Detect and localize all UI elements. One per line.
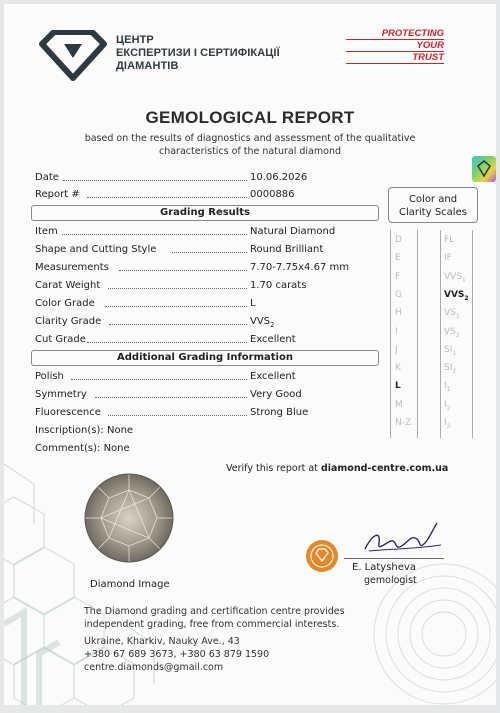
color-scale-grade: J	[395, 344, 398, 355]
comments-value: None	[103, 443, 130, 454]
carat-row: Carat Weight 1.70 carats	[35, 280, 307, 291]
carat-value: 1.70 carats	[250, 280, 307, 291]
report-number-value: 0000886	[250, 189, 295, 200]
shape-value: Round Brilliant	[250, 244, 324, 255]
polish-row: Polish Excellent	[35, 371, 296, 382]
verify-note: Verify this report at diamond-centre.com.ua	[226, 463, 449, 474]
signatory-name: E. Latysheva	[352, 562, 416, 573]
symmetry-row: Symmetry Very Good	[35, 389, 302, 400]
shape-row: Shape and Cutting Style Round Brilliant	[35, 244, 324, 255]
footer-statement: The Diamond grading and certification centre provides independent grading, free from commercial interests.	[84, 606, 345, 630]
item-row: Item Natural Diamond	[35, 226, 336, 237]
measurements-row: Measurements 7.70-7.75x4.67 mm	[35, 262, 349, 273]
color-grade-row: Color Grade L	[35, 298, 256, 309]
inscriptions-row: Inscription(s): None	[35, 425, 134, 436]
clarity-scale-grade: $VS_2$	[444, 326, 460, 339]
fluorescence-row: Fluorescence Strong Blue	[35, 407, 309, 418]
clarity-scale-grade: $SI_1$	[444, 344, 457, 357]
phones: +380 67 689 3673, +380 63 879 1590	[84, 649, 270, 660]
slogan: PROTECTING YOUR TRUST	[346, 28, 444, 64]
clarity-grade-row: Clarity Grade $VVS_2$	[35, 315, 365, 329]
cut-grade-row: Cut Grade Excellent	[35, 334, 296, 345]
color-scale-grade: M	[395, 399, 403, 410]
clarity-scale-grade: $I_1$	[444, 381, 451, 394]
scales-header: Color and Clarity Scales	[388, 187, 478, 223]
signatory-role: gemologist	[364, 575, 417, 586]
color-scale-grade: I	[395, 326, 398, 337]
organization-name: ЦЕНТР ЕКСПЕРТИЗИ І СЕРТИФІКАЦІЇ ДІАМАНТІВ	[116, 34, 280, 72]
color-grade-value: L	[250, 298, 256, 309]
cut-grade-value: Excellent	[250, 334, 296, 345]
clarity-scale-grade: $I_2$	[444, 399, 451, 412]
email: centre.diamonds@gmail.com	[84, 662, 224, 673]
additional-info-header: Additional Grading Information	[31, 350, 379, 366]
hologram-sticker-icon	[472, 156, 496, 182]
comments-row: Comment(s): None	[35, 443, 130, 454]
diamond-image	[83, 472, 175, 564]
footer-contacts	[84, 635, 269, 674]
report-title: GEMOLOGICAL REPORT	[145, 108, 355, 127]
address: Ukraine, Kharkiv, Nauky Ave., 43	[84, 636, 240, 647]
inscriptions-value: None	[106, 425, 134, 436]
item-value: Natural Diamond	[250, 226, 336, 237]
fluorescence-value: Strong Blue	[250, 407, 309, 418]
clarity-scale-grade: $VVS_2$	[444, 289, 469, 302]
clarity-scale-grade: IF	[444, 253, 452, 264]
grading-results-header: Grading Results	[31, 205, 379, 221]
report-subtitle: based on the results of diagnostics and assessment of the qualitative characteristics of the natural diamond	[84, 133, 416, 157]
clarity-scale-grade: $VVS_1$	[444, 271, 466, 284]
verify-url: diamond-centre.com.ua	[320, 463, 449, 474]
clarity-scale-grade: $SI_2$	[444, 363, 457, 375]
clarity-grade-value: $VVS_2$	[250, 316, 275, 329]
color-scale-grade: D	[395, 235, 402, 245]
signature-icon	[359, 519, 444, 559]
report-number-row: Report # 0000886	[35, 189, 295, 200]
clarity-scale-grade: $VS_1$	[444, 308, 460, 320]
diamond-image-label: Diamond Image	[90, 579, 170, 590]
date-row: Date 10.06.2026	[35, 172, 308, 183]
measurements-value: 7.70-7.75x4.67 mm	[250, 262, 349, 273]
gold-seal-icon	[305, 539, 339, 573]
date-value: 10.06.2026	[250, 172, 308, 183]
clarity-scale-grade: FL	[444, 235, 455, 245]
color-scale-grade: G	[395, 289, 402, 300]
color-scale-grade: N-Z	[395, 418, 412, 428]
certificate-page	[4, 4, 496, 705]
color-scale-grade: K	[395, 363, 401, 374]
clarity-scale-grade: $I_3$	[444, 418, 451, 430]
color-scale-grade: H	[395, 308, 402, 319]
color-scale-grade: L	[395, 381, 401, 392]
diamond-logo-icon	[34, 30, 110, 82]
polish-value: Excellent	[250, 371, 296, 382]
color-scale-grade: F	[395, 271, 401, 282]
color-scale-grade: E	[395, 253, 401, 264]
symmetry-value: Very Good	[250, 389, 302, 400]
